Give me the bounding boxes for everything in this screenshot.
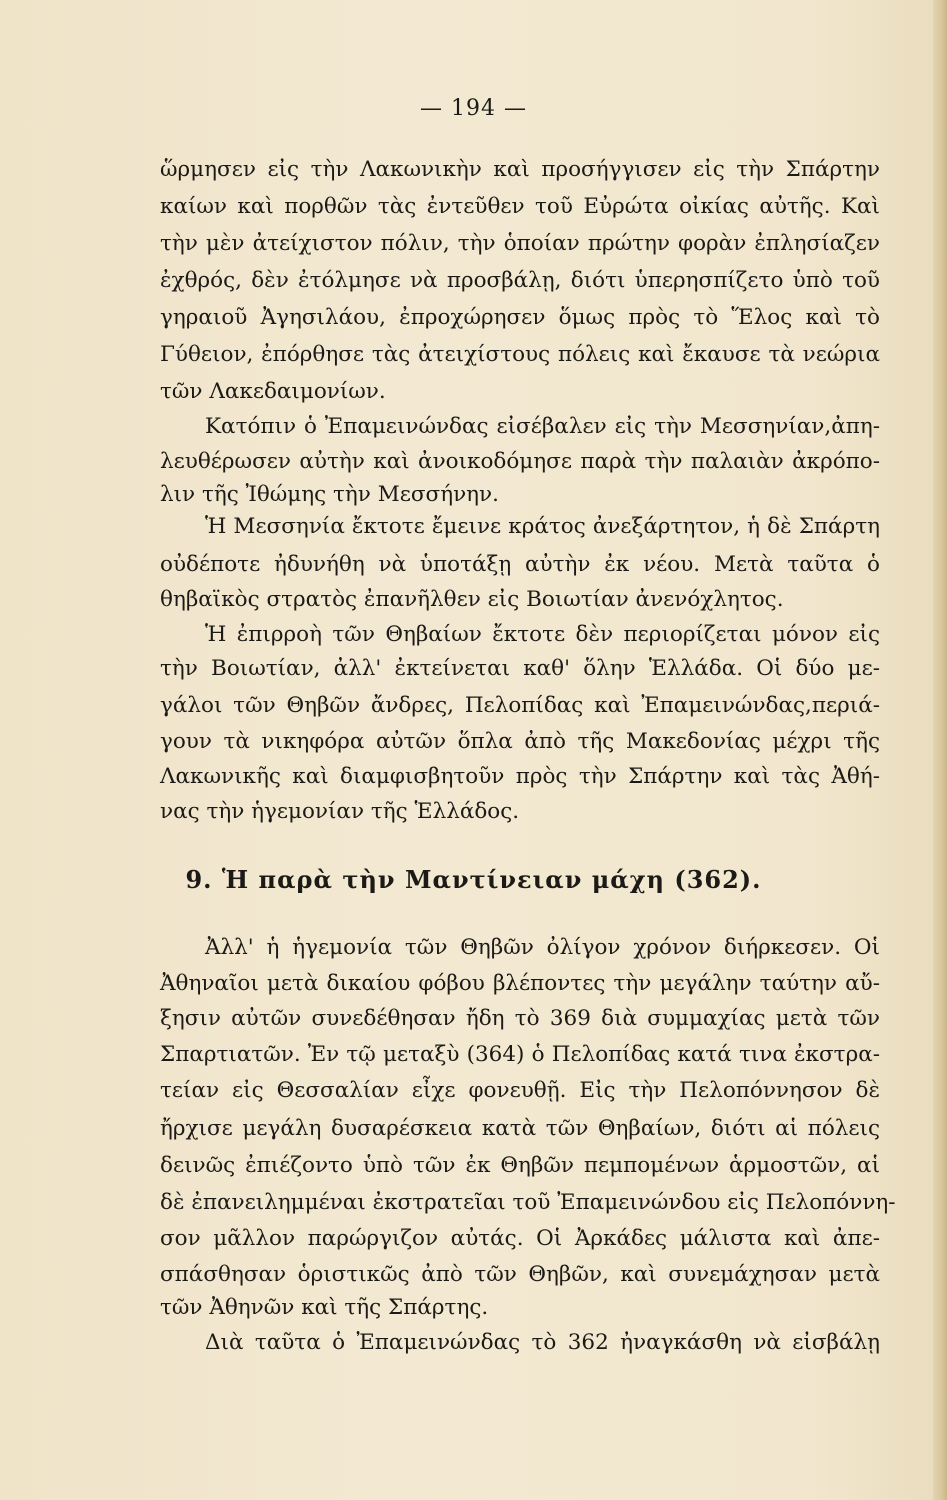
text-line: τῶν Λακεδαιμονίων. (160, 379, 386, 404)
text-line: λιν τῆς Ἰθώμης τὴν Μεσσήνην. (160, 482, 499, 507)
text-line: Διὰ ταῦτα ὁ Ἐπαμεινώνδας τὸ 362 ἠναγκάσθη νὰ εἰσβάλῃ (205, 1330, 880, 1355)
text-line: ἐχθρός, δὲν ἐτόλμησε νὰ προσβάλῃ, διότι ὑπερησπίζετο ὑπὸ τοῦ (160, 268, 880, 293)
text-line: ὥρμησεν εἰς τὴν Λακωνικὴν καὶ προσήγγισεν εἰς τὴν Σπάρτην (160, 157, 880, 182)
text-line: Ἡ ἐπιρροὴ τῶν Θηβαίων ἔκτοτε δὲν περιορίζεται μόνον εἰς (205, 622, 880, 647)
text-line: καίων καὶ πορθῶν τὰς ἐντεῦθεν τοῦ Εὐρώτα οἰκίας αὐτῆς. Καὶ (160, 194, 880, 219)
text-line: τὴν μὲν ἀτείχιστον πόλιν, τὴν ὁποίαν πρώτην φορὰν ἐπλησίαζεν (160, 231, 880, 256)
text-line: δὲ ἐπανειλημμέναι ἐκστρατεῖαι τοῦ Ἐπαμεινώνδου εἰς Πελοπόννη- (160, 1190, 896, 1215)
text-line: Ἀλλ' ἡ ἡγεμονία τῶν Θηβῶν ὀλίγον χρόνον διήρκεσεν. Οἱ (205, 935, 880, 960)
text-line: Γύθειον, ἐπόρθησε τὰς ἀτειχίστους πόλεις καὶ ἔκαυσε τὰ νεώρια (160, 342, 880, 367)
text-line: λευθέρωσεν αὐτὴν καὶ ἀνοικοδόμησε παρὰ τὴν παλαιὰν ἀκρόπο- (160, 449, 880, 474)
text-line: σον μᾶλλον παρώργιζον αὐτάς. Οἱ Ἀρκάδες μάλιστα καὶ ἀπε- (160, 1226, 880, 1251)
text-line: ἤρχισε μεγάλη δυσαρέσκεια κατὰ τῶν Θηβαίων, διότι αἱ πόλεις (160, 1116, 880, 1141)
text-line: τείαν εἰς Θεσσαλίαν εἶχε φονευθῇ. Εἰς τὴν Πελοπόννησον δὲ (160, 1078, 880, 1103)
section-title: 9. Ἡ παρὰ τὴν Μαντίνειαν μάχη (362). (185, 865, 762, 894)
text-line: Λακωνικῆς καὶ διαμφισβητοῦν πρὸς τὴν Σπάρτην καὶ τὰς Ἀθή- (160, 764, 880, 789)
text-line: δεινῶς ἐπιέζοντο ὑπὸ τῶν ἐκ Θηβῶν πεμπομένων ἁρμοστῶν, αἱ (160, 1153, 880, 1178)
text-line: Σπαρτιατῶν. Ἐν τῷ μεταξὺ (364) ὁ Πελοπίδας κατά τινα ἐκστρα- (160, 1042, 880, 1067)
text-line: Ἡ Μεσσηνία ἔκτοτε ἔμεινε κράτος ἀνεξάρτητον, ἡ δὲ Σπάρτη (205, 514, 880, 539)
text-line: σπάσθησαν ὁριστικῶς ἀπὸ τῶν Θηβῶν, καὶ συνεμάχησαν μετὰ (160, 1262, 880, 1287)
text-line: γάλοι τῶν Θηβῶν ἄνδρες, Πελοπίδας καὶ Ἐπαμεινώνδας,περιά- (160, 693, 880, 718)
text-line: τῶν Ἀθηνῶν καὶ τῆς Σπάρτης. (160, 1295, 489, 1320)
page-number: — 194 — (420, 96, 527, 121)
text-line: γουν τὰ νικηφόρα αὐτῶν ὅπλα ἀπὸ τῆς Μακεδονίας μέχρι τῆς (160, 729, 880, 754)
text-line: τὴν Βοιωτίαν, ἀλλ' ἐκτείνεται καθ' ὅλην Ἑλλάδα. Οἱ δύο με- (160, 656, 880, 681)
text-line: οὐδέποτε ἠδυνήθη νὰ ὑποτάξῃ αὐτὴν ἐκ νέου. Μετὰ ταῦτα ὁ (160, 552, 880, 577)
page-edge (933, 0, 947, 1500)
text-line: νας τὴν ἡγεμονίαν τῆς Ἑλλάδος. (160, 799, 520, 824)
text-line: θηβαϊκὸς στρατὸς ἐπανῆλθεν εἰς Βοιωτίαν ἀνενόχλητος. (160, 587, 784, 612)
text-line: Ἀθηναῖοι μετὰ δικαίου φόβου βλέποντες τὴν μεγάλην ταύτην αὔ- (160, 971, 880, 996)
text-line: Κατόπιν ὁ Ἐπαμεινώνδας εἰσέβαλεν εἰς τὴν Μεσσηνίαν,ἀπη- (205, 414, 880, 439)
text-line: ξησιν αὐτῶν συνεδέθησαν ἤδη τὸ 369 διὰ συμμαχίας μετὰ τῶν (160, 1006, 880, 1031)
text-line: γηραιοῦ Ἀγησιλάου, ἐπροχώρησεν ὅμως πρὸς τὸ Ἕλος καὶ τὸ (160, 305, 880, 330)
